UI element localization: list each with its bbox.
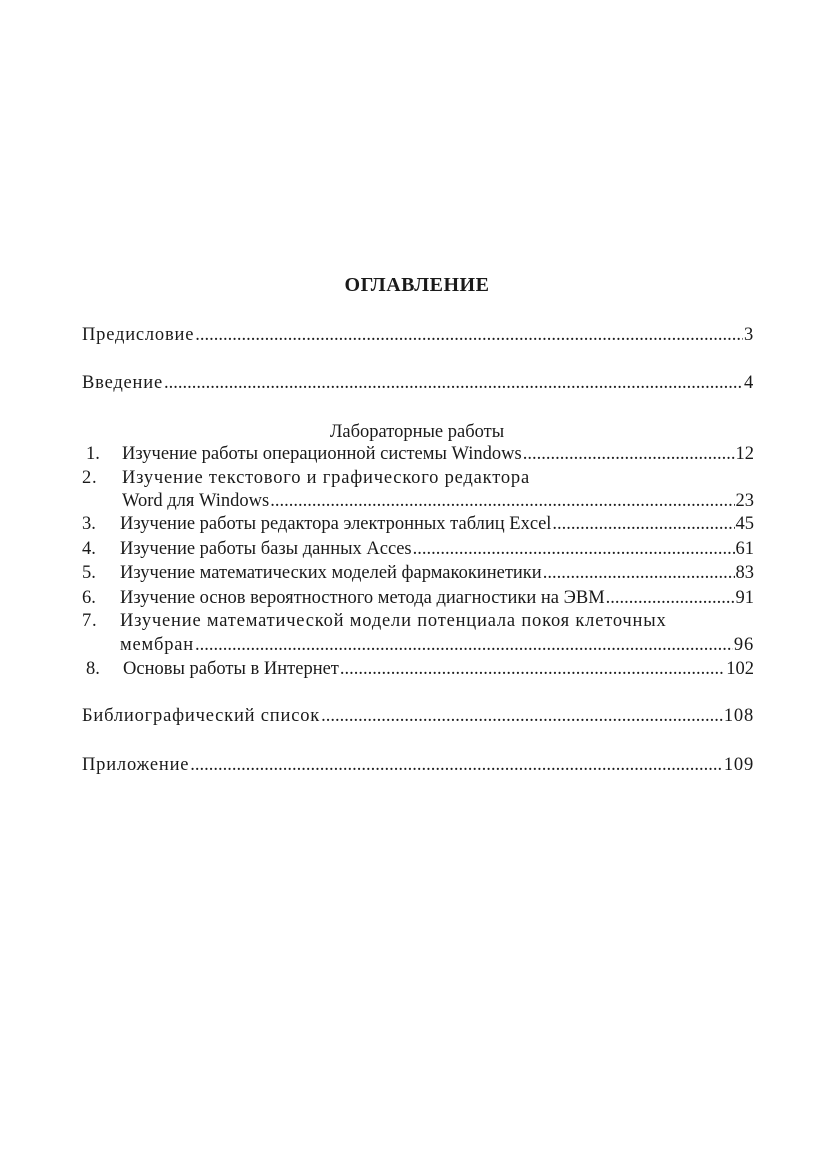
toc-entry-label-line1: Изучение математической модели потенциала покоя клеточных [120,611,667,631]
leader-dots [164,372,743,394]
toc-entry-lab-2 [122,490,754,512]
toc-entry-label: Изучение работы базы данных Acces [120,539,412,559]
leader-dots [270,490,734,512]
toc-page-number: 61 [735,539,754,559]
toc-entry-lab-8 [86,658,754,680]
leader-dots [606,587,735,609]
toc-entry-preface [82,324,754,346]
toc-entry-number: 2. [82,468,98,488]
toc-page-number: 3 [743,325,754,345]
toc-entry-label: Изучение работы операционной системы Windows [122,444,522,464]
page-title: ОГЛАВЛЕНИЕ [344,274,490,296]
toc-entry-label: Изучение основ вероятностного метода диагностики на ЭВМ [120,588,605,608]
toc-page-number: 108 [723,706,754,726]
toc-entry-label: Word для Windows [122,491,270,511]
toc-page-number: 102 [726,659,754,679]
leader-dots [543,562,735,584]
toc-entry-label: Предисловие [82,325,195,345]
leader-dots [321,705,723,727]
toc-page-number: 83 [735,563,754,583]
toc-entry-lab-7-line1 [82,610,667,632]
toc-entry-label: Приложение [82,755,190,775]
leader-dots [340,658,725,680]
leader-dots [523,443,735,465]
leader-dots [195,324,743,346]
toc-page-number: 91 [735,588,754,608]
leader-dots [413,538,735,560]
toc-entry-lab-1 [86,443,754,465]
toc-entry-number: 3. [82,514,96,534]
toc-entry-label: мембран [120,635,194,655]
toc-entry-appendix [82,754,754,776]
toc-entry-lab-2-line1 [82,467,530,489]
toc-page-number: 23 [735,491,754,511]
toc-entry-number: 8. [86,659,100,679]
toc-entry-lab-4 [82,538,754,560]
toc-entry-lab-5 [82,562,754,584]
leader-dots [552,513,734,535]
toc-entry-bibliography [82,705,754,727]
toc-entry-label: Введение [82,373,163,393]
toc-entry-label: Библиографический список [82,706,321,726]
toc-entry-number: 7. [82,611,98,631]
toc-entry-number: 1. [86,444,100,464]
toc-page-number: 96 [733,635,754,655]
toc-entry-label: Изучение математических моделей фармакокинетики [120,563,542,583]
toc-page-number: 109 [723,755,754,775]
toc-page-number: 12 [735,444,754,464]
toc-page-number: 4 [743,373,754,393]
toc-entry-number: 5. [82,563,96,583]
toc-entry-number: 4. [82,539,96,559]
toc-entry-label: Изучение работы редактора электронных таблиц Excel [120,514,552,534]
leader-dots [190,754,723,776]
toc-entry-lab-3 [82,513,754,535]
toc-entry-lab-6 [82,587,754,609]
section-heading-labs: Лабораторные работы [329,422,505,442]
toc-entry-lab-7 [120,634,754,656]
toc-entry-label: Основы работы в Интернет [123,659,339,679]
toc-entry-number: 6. [82,588,96,608]
toc-entry-introduction [82,372,754,394]
leader-dots [195,634,733,656]
toc-entry-label-line1: Изучение текстового и графического редактора [122,468,530,488]
toc-page-number: 45 [735,514,754,534]
